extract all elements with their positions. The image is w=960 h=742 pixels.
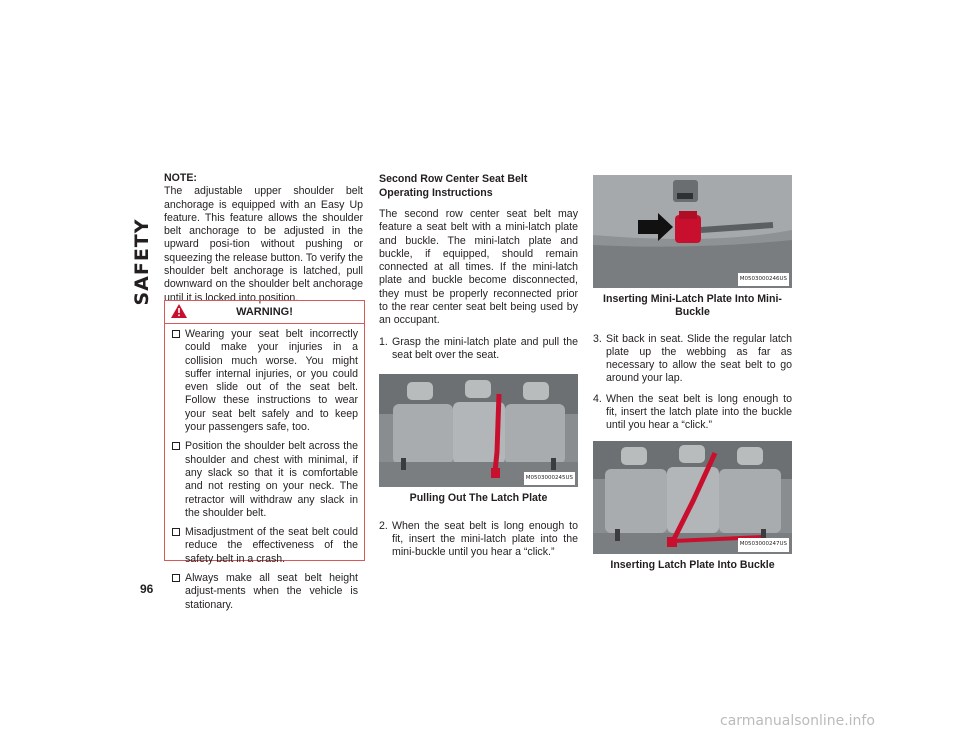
warning-item: Misadjustment of the seat belt could reduce the effectiveness of the safety belt in a crash. xyxy=(171,526,358,566)
figure-caption: Pulling Out The Latch Plate xyxy=(409,492,548,505)
warning-list xyxy=(165,324,364,612)
checkbox-bullet-icon xyxy=(172,528,180,536)
warning-item: Wearing your seat belt incorrectly could make your injuries in a collision much worse. You might suffer internal injuries, or you could even slide out of the seat belt. Follow these instructions to wear your seat belt safely and to keep your passengers safe, too. xyxy=(171,328,358,434)
section-tab: SAFETY xyxy=(131,218,153,306)
middle-column xyxy=(379,172,578,559)
rear-seat-image xyxy=(379,374,578,487)
section-heading: Second Row Center Seat Belt Operating Instructions xyxy=(379,173,528,199)
latch-buckle-image xyxy=(593,441,792,554)
warning-item: Position the shoulder belt across the shoulder and chest with minimal, if any slack so that it is comfortable and not resting on your neck. The retractor will withdraw any slack in the shoulder belt. xyxy=(171,440,358,520)
warning-item: Always make all seat belt height adjust-ments when the vehicle is stationary. xyxy=(171,572,358,612)
figure-mini-latch xyxy=(593,175,792,288)
figure-code: M0503000245US xyxy=(524,472,575,485)
figure-code: M0503000246US xyxy=(738,273,789,286)
warning-box xyxy=(164,300,365,611)
section-intro: The second row center seat belt may feature a seat belt with a mini-latch plate and buckle. The mini-latch plate and buckle, if equipped, should remain connected at all times. If the mini-latch plate and buckle become disconnected, they must be properly reconnected prior to the rear center seat belt being used by an occupant. xyxy=(379,208,578,327)
step-4: 4. When the seat belt is long enough to fit, insert the latch plate into the buckle until you hear a “click.” xyxy=(593,392,792,432)
page-number: 96 xyxy=(140,582,154,596)
figure-caption: Inserting Latch Plate Into Buckle xyxy=(610,558,775,571)
warning-title: WARNING! xyxy=(236,306,293,318)
mini-buckle-image xyxy=(593,175,792,288)
right-column xyxy=(593,175,792,572)
warning-header xyxy=(165,301,364,324)
figure-caption: Inserting Mini-Latch Plate Into Mini-Buckle xyxy=(603,293,782,319)
figure-code: M0503000247US xyxy=(738,538,789,551)
watermark: carmanualsonline.info xyxy=(720,713,875,729)
checkbox-bullet-icon xyxy=(172,330,180,338)
step-2: 2. When the seat belt is long enough to fit, insert the mini-latch plate into the mini-buckle until you hear a “click.” xyxy=(379,519,578,559)
checkbox-bullet-icon xyxy=(172,574,180,582)
checkbox-bullet-icon xyxy=(172,442,180,450)
note-text: The adjustable upper shoulder belt anchorage is equipped with an Easy Up feature. This feature allows the shoulder belt anchorage to be adjusted in the upward posi-tion without pushing or squeezing the release button. To verify the shoulder belt anchorage is latched, pull downward on the shoulder belt anchorage until it is locked into position. xyxy=(164,185,363,304)
figure-latch-buckle xyxy=(593,441,792,554)
figure-pulling-latch xyxy=(379,374,578,487)
step-1: 1. Grasp the mini-latch plate and pull the seat belt over the seat. xyxy=(379,335,578,361)
left-column xyxy=(164,172,363,305)
step-3: 3. Sit back in seat. Slide the regular latch plate up the webbing as far as necessary to allow the seat belt to go around your lap. xyxy=(593,332,792,385)
note-title: NOTE: xyxy=(164,172,197,184)
